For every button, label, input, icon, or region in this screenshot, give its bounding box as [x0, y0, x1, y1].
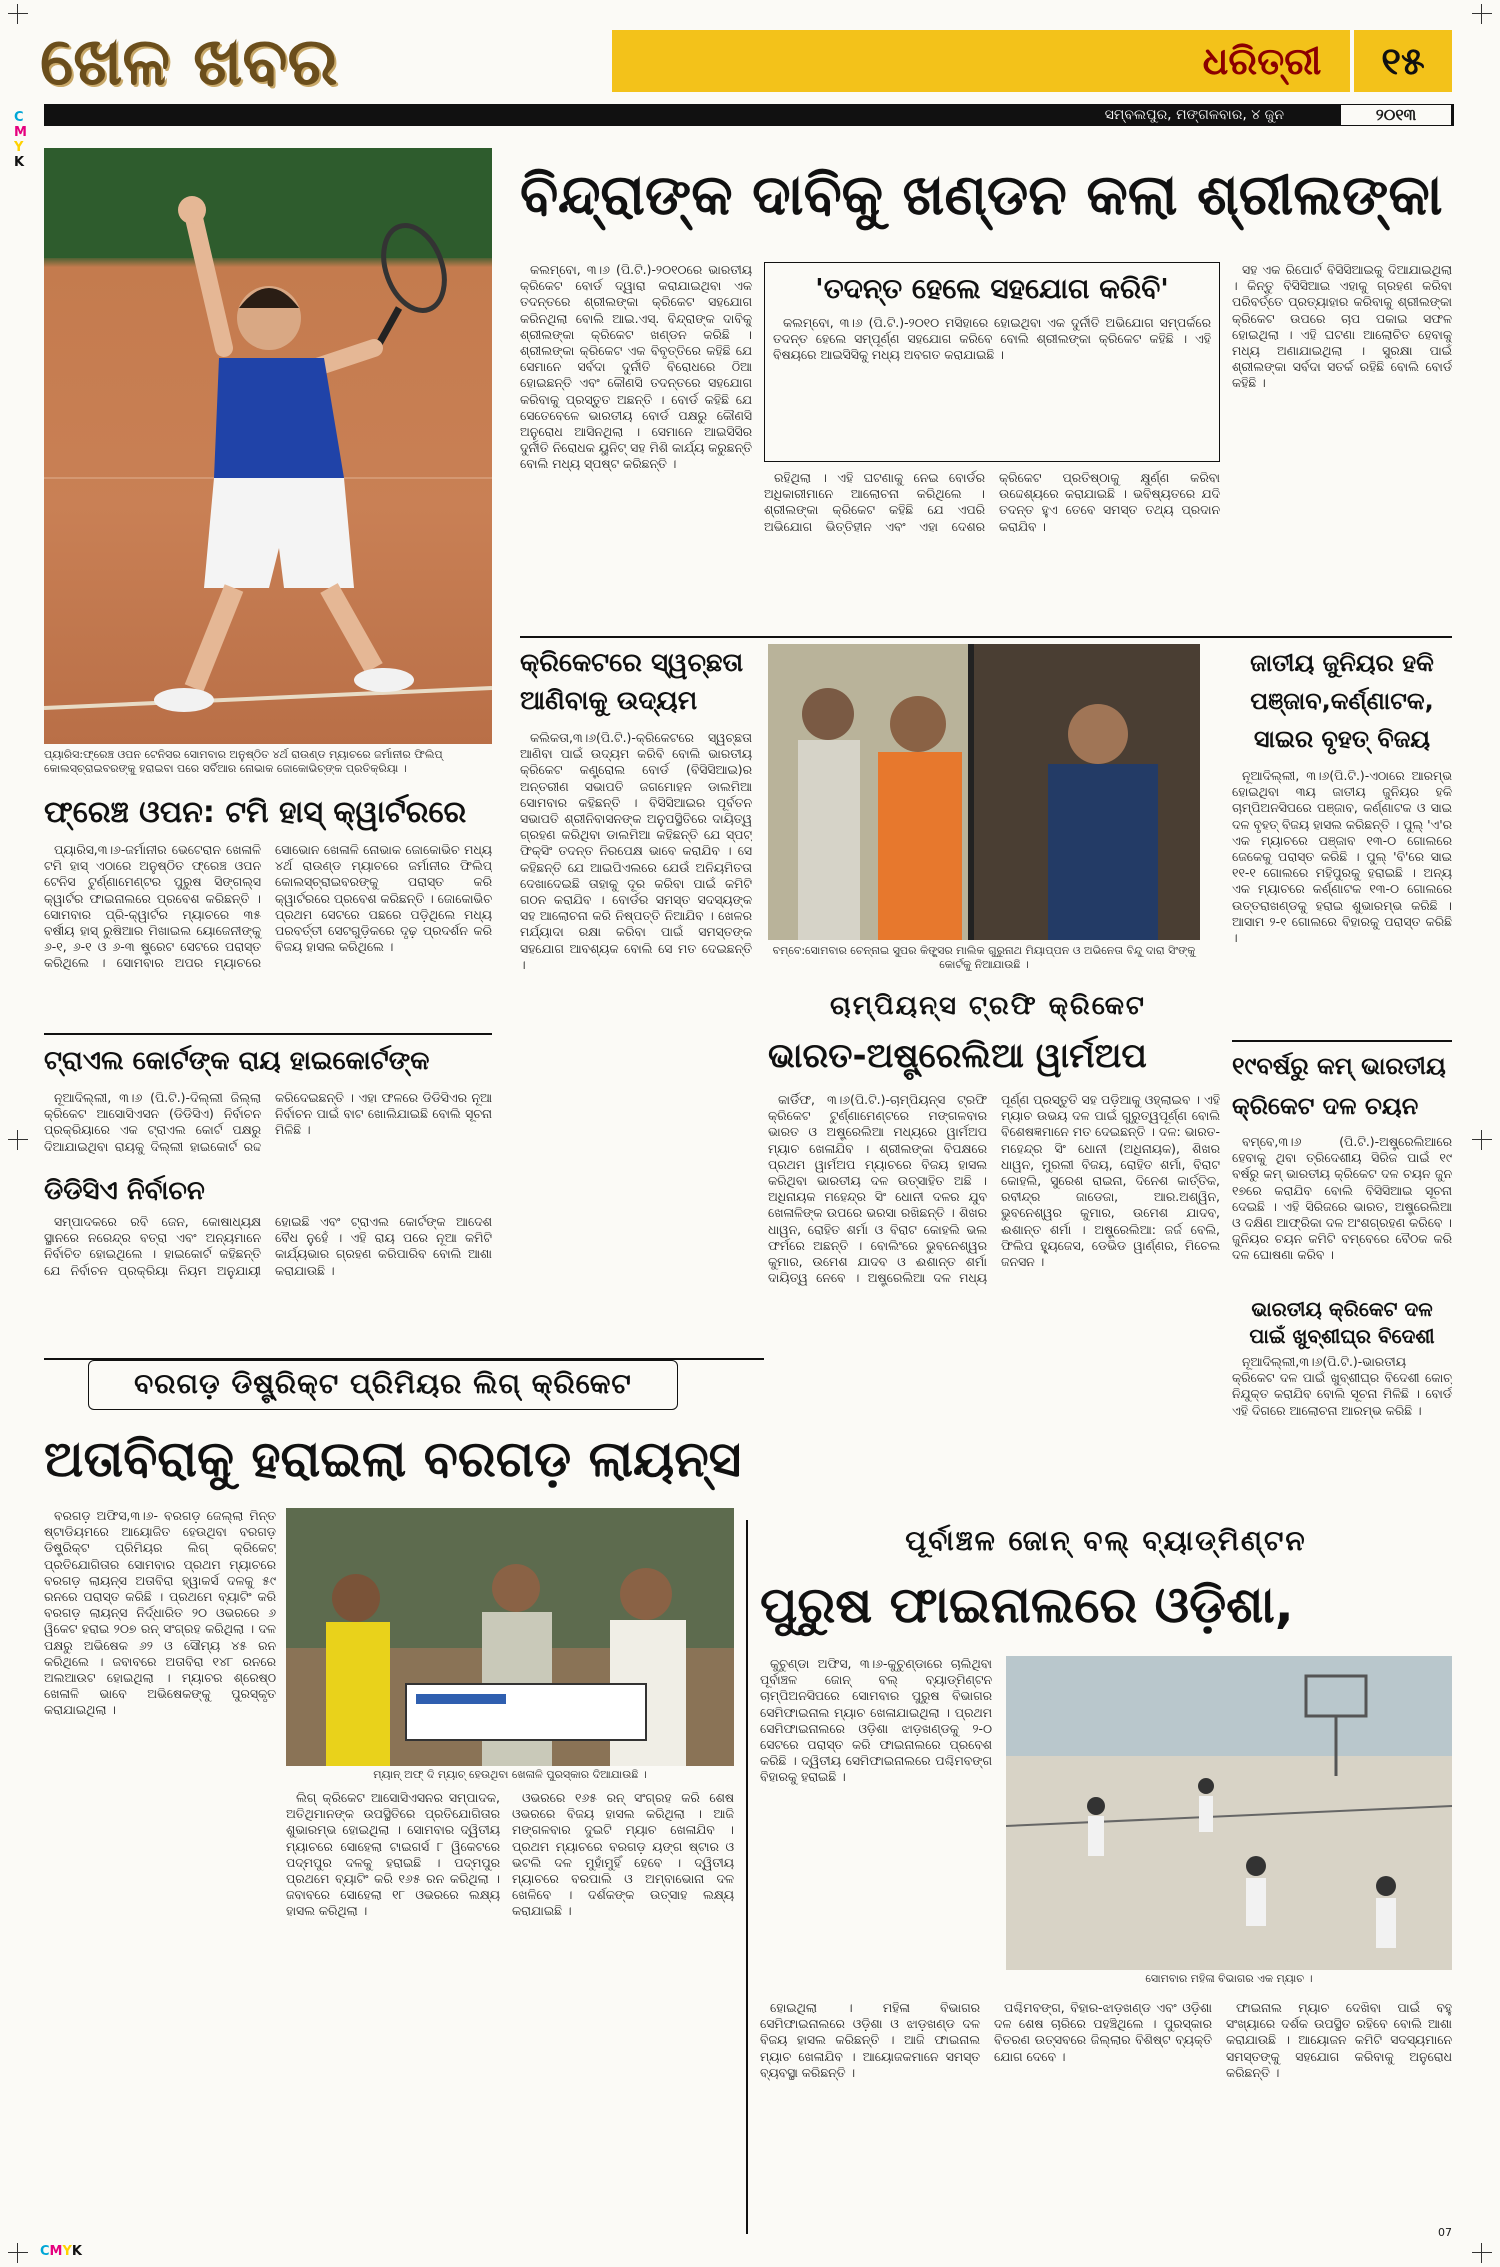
dateline-year: ୨୦୧୩: [1340, 104, 1452, 126]
badminton-match-photo: [1006, 1656, 1452, 1970]
champions-article-body: କାର୍ଡିଫ, ୩।୬(ପି.ଟି.)-ଚାମ୍ପିୟନ୍ସ ଟ୍ରଫି କ୍ରିକେଟ ଟୁର୍ଣ୍ଣାମେଣ୍ଟରେ ମଙ୍ଗଳବାର ଭାରତ ଓ ଅଷ୍ଟ୍ରେଲିଆ ମଧ୍ୟରେ ୱାର୍ମଅପ ମ୍ୟାଚ ଖେଳାଯିବ । ଶ୍ରୀଲଙ୍କା ବିପକ୍ଷରେ ପ୍ରଥମ ୱାର୍ମଅପ ମ୍ୟାଚରେ ବିଜୟ ହାସଲ କରିଥିବା ଭାରତୀୟ ଦଳ ଉତ୍ସାହିତ ଅଛି । ଅଧିନାୟକ ମହେନ୍ଦ୍ର ସିଂ ଧୋନୀ ଦଳର ଯୁବ ଖେଳାଳିଙ୍କ ଉପରେ ଭରସା ରଖିଛନ୍ତି । ଶିଖର ଧାୱନ, ରୋହିତ ଶର୍ମା ଓ ବିରାଟ କୋହଲି ଭଲ ଫର୍ମରେ ଅଛନ୍ତି । ବୋଲିଂରେ ଭୁବନେଶ୍ୱର କୁମାର, ଉମେଶ ଯାଦବ ଓ ଈଶାନ୍ତ ଶର୍ମା ଦାୟିତ୍ୱ ନେବେ । ଅଷ୍ଟ୍ରେଲିଆ ଦଳ ମଧ୍ୟ ପୂର୍ଣ୍ଣ ପ୍ରସ୍ତୁତି ସହ ପଡ଼ିଆକୁ ଓହ୍ଲାଇବ । ଏହି ମ୍ୟାଚ ଉଭୟ ଦଳ ପାଇଁ ଗୁରୁତ୍ୱପୂର୍ଣ୍ଣ ବୋଲି ବିଶେଷଜ୍ଞମାନେ ମତ ଦେଇଛନ୍ତି । ଦଳ: ଭାରତ-ମହେନ୍ଦ୍ର ସିଂ ଧୋନୀ (ଅଧିନାୟକ), ଶିଖର ଧାୱନ, ମୁରଲୀ ବିଜୟ, ରୋହିତ ଶର୍ମା, ବିରାଟ କୋହଲି, ସୁରେଶ ରାଇନା, ଦିନେଶ କାର୍ତ୍ତିକ, ରବୀନ୍ଦ୍ର ଜାଡେଜା, ଆର.ଅଶ୍ୱିନ, ଭୁବନେଶ୍ୱର କୁମାର, ଉମେଶ ଯାଦବ, ଈଶାନ୍ତ ଶର୍ମା । ଅଷ୍ଟ୍ରେଲିଆ: ଜର୍ଜ ବେଲି, ଫିଲିପ ହ୍ୟୁଜେସ, ଡେଭିଡ ୱାର୍ଣ୍ଣର, ମିଚେଲ ଜନସନ ।: [768, 1092, 1220, 1286]
bargarh-article-col3: ଓଭରରେ ୧୬୫ ରନ୍ ସଂଗ୍ରହ କରି ଶେଷ ଓଭରରେ ବିଜୟ ହାସଲ କରିଥିଲା । ଆଜି ମଙ୍ଗଳବାର ଦୁଇଟି ମ୍ୟାଚ ଖେଳାଯିବ । ପ୍ରଥମ ମ୍ୟାଚରେ ବରଗଡ଼ ୟଙ୍ଗ ଷ୍ଟାର ଓ ଭଟଲି ଦଳ ମୁହାଁମୁହିଁ ହେବେ । ଦ୍ୱିତୀୟ ମ୍ୟାଚରେ ବରପାଲି ଓ ଅମ୍ବାଭୋନା ଦଳ ଖେଳିବେ । ଦର୍ଶକଙ୍କ ଉତ୍ସାହ ଲକ୍ଷ୍ୟ କରାଯାଇଛି ।: [512, 1790, 734, 1919]
trial-court-headline: ଟ୍ରାଏଲ କୋର୍ଟଙ୍କ ରାୟ ହାଇକୋର୍ଟଙ୍କ: [44, 1046, 430, 1076]
u19-body: ବମ୍ବେ,୩।୬ (ପି.ଟି.)-ଅଷ୍ଟ୍ରେଲିଆରେ ହେବାକୁ ଥିବା ତ୍ରିଦେଶୀୟ ସିରିଜ ପାଇଁ ୧୯ ବର୍ଷରୁ କମ୍ ଭାରତୀୟ କ୍ରିକେଟ ଦଳ ଚୟନ ଜୁନ ୧୭ରେ କରାଯିବ ବୋଲି ବିସିସିଆଇ ସୂଚନା ଦେଇଛି । ଏହି ସିରିଜରେ ଭାରତ, ଅଷ୍ଟ୍ରେଲିଆ ଓ ଦକ୍ଷିଣ ଆଫ୍ରିକା ଦଳ ଅଂଶଗ୍ରହଣ କରିବେ । ଜୁନିୟର ଚୟନ କମିଟି ବମ୍ବେରେ ବୈଠକ କରି ଦଳ ଘୋଷଣା କରିବ ।: [1232, 1134, 1452, 1263]
badminton-headline: ପୁରୁଷ ଫାଇନାଲରେ ଓଡ଼ିଶା,: [760, 1576, 1294, 1634]
tennis-headline: ଫ୍ରେଞ୍ଚ ଓପନ: ଟମି ହାସ୍ କ୍ୱାର୍ଟରରେ: [44, 795, 467, 830]
tennis-photo-caption: ପ୍ୟାରିସ:ଫ୍ରେଞ୍ଚ ଓପନ ଟେନିସର ସୋମବାର ଅନୁଷ୍ଠିତ ୪ର୍ଥ ରାଉଣ୍ଡ ମ୍ୟାଚରେ ଜର୍ମାନୀର ଫିଲିପ୍ କୋଲସ୍ଚ୍ରାଇବରଙ୍କୁ ହରାଇବା ପରେ ସର୍ବିଆର ନୋଭାକ ଜୋକୋଭିଚ୍‌ଙ୍କ ପ୍ରତିକ୍ରିୟା ।: [44, 748, 443, 775]
court-photo-caption: ବମ୍ବେ:ସୋମବାର ଚେନ୍ନାଇ ସୁପର କିଙ୍ଗ୍ସର ମାଲିକ ଗୁରୁନାଥ ମିୟାପ୍ପନ ଓ ଅଭିନେତା ବିନ୍ଦୁ ଦାରା ସିଂଙ୍କୁ କୋର୍ଟକୁ ନିଆଯାଉଛି ।: [772, 944, 1196, 971]
bargarh-kicker: ବରଗଡ଼ ଡିଷ୍ଟ୍ରିକ୍ଟ ପ୍ରିମିୟର ଲିଗ୍ କ୍ରିକେଟ: [134, 1367, 632, 1400]
bindra-article-col1: କଲମ୍ବୋ, ୩।୬ (ପି.ଟି.)-୨୦୧୦ରେ ଭାରତୀୟ କ୍ରିକେଟ ବୋର୍ଡ ଦ୍ୱାରା କରାଯାଇଥିବା ଏକ ତଦନ୍ତରେ ଶ୍ରୀଲଙ୍କା କ୍ରିକେଟ ସହଯୋଗ କରିନଥିଲା ବୋଲି ଆଇ.ଏସ୍. ବିନ୍ଦ୍ରାଙ୍କ ଦାବିକୁ ଶ୍ରୀଲଙ୍କା କ୍ରିକେଟ ଖଣ୍ଡନ କରିଛି । ଶ୍ରୀଲଙ୍କା କ୍ରିକେଟ ଏକ ବିବୃତ୍ତିରେ କହିଛି ଯେ ସେମାନେ ସର୍ବଦା ଦୁର୍ନୀତି ବିରୋଧରେ ଠିଆ ହୋଇଛନ୍ତି ଏବଂ କୌଣସି ତଦନ୍ତରେ ସହଯୋଗ କରିବାକୁ ପ୍ରସ୍ତୁତ ଅଛନ୍ତି । ବୋର୍ଡ କହିଛି ଯେ ସେତେବେଳେ ଭାରତୀୟ ବୋର୍ଡ ପକ୍ଷରୁ କୌଣସି ଅନୁରୋଧ ଆସିନଥିଲା । ସେମାନେ ଆଇସିସିର ଦୁର୍ନୀତି ନିରୋଧକ ୟୁନିଟ୍ ସହ ମିଶି କାର୍ଯ୍ୟ କରୁଛନ୍ତି ବୋଲି ମଧ୍ୟ ସ୍ପଷ୍ଟ କରିଛନ୍ତି ।: [520, 262, 752, 472]
court-photo-illustration: [768, 644, 1200, 940]
badminton-photo-caption: ସୋମବାର ମହିଳା ବିଭାଗର ଏକ ମ୍ୟାଚ ।: [1145, 1972, 1313, 1985]
dalmiya-headline: କ୍ରିକେଟରେ ସ୍ୱଚ୍ଛତା ଆଣିବାକୁ ଉଦ୍ୟମ: [520, 648, 744, 716]
dalmiya-article-body: କଲିକତା,୩।୬(ପି.ଟି.)-କ୍ରିକେଟରେ ସ୍ୱଚ୍ଛତା ଆଣିବା ପାଇଁ ଉଦ୍ୟମ କରିବି ବୋଲି ଭାରତୀୟ କ୍ରିକେଟ କଣ୍ଟ୍ରୋଲ ବୋର୍ଡ (ବିସିସିଆଇ)ର ଅନ୍ତରୀଣ ସଭାପତି ଜଗମୋହନ ଡାଲମିଆ ସୋମବାର କହିଛନ୍ତି । ବିସିସିଆଇର ପୂର୍ବତନ ସଭାପତି ଶ୍ରୀନିବାସନଙ୍କ ଅନୁପସ୍ଥିତିରେ ଦାୟିତ୍ୱ ଗ୍ରହଣ କରିଥିବା ଡାଲମିଆ କହିଛନ୍ତି ଯେ ସ୍ପଟ୍ ଫିକ୍ସିଂ ତଦନ୍ତ ନିରପେକ୍ଷ ଭାବେ କରାଯିବ । ସେ କହିଛନ୍ତି ଯେ ଆଇପିଏଲରେ ଯେଉଁ ଅନିୟମିତତା ଦେଖାଦେଇଛି ତାହାକୁ ଦୂର କରିବା ପାଇଁ କମିଟି ଗଠନ କରାଯିବ । ବୋର୍ଡର ସମସ୍ତ ସଦସ୍ୟଙ୍କ ସହ ଆଲୋଚନା କରି ନିଷ୍ପତ୍ତି ନିଆଯିବ । ଖେଳର ମର୍ଯ୍ୟାଦା ରକ୍ଷା କରିବା ପାଇଁ ସମସ୍ତଙ୍କ ସହଯୋଗ ଆବଶ୍ୟକ ବୋଲି ସେ ମତ ଦେଇଛନ୍ତି ।: [520, 730, 752, 972]
section-masthead: ଖେଳ ଖବର: [40, 22, 338, 100]
champions-headline: ଭାରତ-ଅଷ୍ଟ୍ରେଲିଆ ୱାର୍ମଅପ: [768, 1036, 1147, 1076]
bargarh-award-photo: [286, 1508, 734, 1766]
registration-mark-bottom-right: [1472, 2243, 1492, 2263]
tennis-player-photo: [44, 148, 492, 744]
badminton-article-col1: କୁଚୁଣ୍ଡା ଅଫିସ, ୩।୬-କୁଚୁଣ୍ଡାରେ ଚାଲିଥିବା ପୂର୍ବାଞ୍ଚଳ ଜୋନ୍ ବଲ୍ ବ୍ୟାଡ୍‌ମିଣ୍ଟନ ଚାମ୍ପିଅନସିପରେ ସୋମବାର ପୁରୁଷ ବିଭାଗର ସେମିଫାଇନାଲ ମ୍ୟାଚ ଖେଳାଯାଇଥିଲା । ପ୍ରଥମ ସେମିଫାଇନାଲରେ ଓଡ଼ିଶା ଝାଡ଼ଖଣ୍ଡକୁ ୨-୦ ସେଟରେ ପରାସ୍ତ କରି ଫାଇନାଲରେ ପ୍ରବେଶ କରିଛି । ଦ୍ୱିତୀୟ ସେମିଫାଇନାଲରେ ପଶ୍ଚିମବଙ୍ଗ ବିହାରକୁ ହରାଇଛି ।: [760, 1656, 992, 1785]
badminton-article-col2: ହୋଇଥିଲା । ମହିଳା ବିଭାଗର ସେମିଫାଇନାଲରେ ଓଡ଼ିଶା ଓ ଝାଡ଼ଖଣ୍ଡ ଦଳ ବିଜୟ ହାସଲ କରିଛନ୍ତି । ଆଜି ଫାଇନାଲ ମ୍ୟାଚ ଖେଳାଯିବ । ଆୟୋଜକମାନେ ସମସ୍ତ ବ୍ୟବସ୍ଥା କରିଛନ୍ତି ।: [760, 2000, 980, 2080]
tennis-article-body: ପ୍ୟାରିସ,୩।୬-ଜର୍ମାନୀର ଭେଟେରାନ ଖେଳାଳି ଟମି ହାସ୍ ଏଠାରେ ଅନୁଷ୍ଠିତ ଫ୍ରେଞ୍ଚ ଓପନ ଟେନିସ ଟୁର୍ଣ୍ଣାମେଣ୍ଟର ପୁରୁଷ ସିଙ୍ଗଲ୍ସ କ୍ୱାର୍ଟର ଫାଇନାଲରେ ପ୍ରବେଶ କରିଛନ୍ତି । ସୋମବାର ପ୍ରି-କ୍ୱାର୍ଟର ମ୍ୟାଚରେ ୩୫ ବର୍ଷୀୟ ହାସ୍ ରୁଷିଆର ମିଖାଇଲ ୟୋଜେନୀଙ୍କୁ ୬-୧, ୬-୧ ଓ ୬-୩ ଷ୍ଟ୍ରେଟ ସେଟରେ ପରାସ୍ତ କରିଥିଲେ । ସୋମବାର ଅପର ମ୍ୟାଚରେ ସୋଭୋନ ଖେଳାଳି ନୋଭାକ ଜୋକୋଭିଚ ମଧ୍ୟ ୪ର୍ଥ ରାଉଣ୍ଡ ମ୍ୟାଚରେ ଜର୍ମାନୀର ଫିଲିପ୍ କୋଲସ୍ଚ୍ରାଇବରଙ୍କୁ ପରାସ୍ତ କରି କ୍ୱାର୍ଟରରେ ପ୍ରବେଶ କରିଛନ୍ତି । ଜୋକୋଭିଚ ପ୍ରଥମ ସେଟରେ ପଛରେ ପଡ଼ିଥିଲେ ମଧ୍ୟ ପରବର୍ତ୍ତୀ ସେଟଗୁଡ଼ିକରେ ଦୃଢ଼ ପ୍ରଦର୍ଶନ କରି ବିଜୟ ହାସଲ କରିଥିଲେ ।: [44, 842, 492, 971]
registration-mark-mid-left: [8, 1130, 28, 1150]
bargarh-kicker-box: [88, 1360, 678, 1410]
bindra-article-col3: ସହ ଏକ ରିପୋର୍ଟ ବିସିସିଆଇକୁ ଦିଆଯାଇଥିଲା । କିନ୍ତୁ ବିସିସିଆଇ ଏହାକୁ ଗ୍ରହଣ କରିବା ପରିବର୍ତ୍ତେ ପ୍ରତ୍ୟାହାର କରିବାକୁ ଶ୍ରୀଲଙ୍କା କ୍ରିକେଟ ଉପରେ ଚାପ ପକାଇ ସଫଳ ହୋଇଥିଲା । ଏହି ଘଟଣା ଆଲୋଚିତ ହେବାକୁ ମଧ୍ୟ ଅଣାଯାଇଥିଲା । ସୁରକ୍ଷା ପାଇଁ ଶ୍ରୀଲଙ୍କା ସର୍ବଦା ସତର୍କ ରହିଛି ବୋଲି ବୋର୍ଡ କହିଛି ।: [1232, 262, 1452, 391]
bargarh-headline: ଅତାବିରାକୁ ହରାଇଲା ବରଗଡ଼ ଲାୟନ୍ସ: [44, 1430, 742, 1488]
bargarh-photo-caption: ମ୍ୟାନ୍ ଅଫ୍ ଦି ମ୍ୟାଚ୍ ହେଉଥିବା ଖେଳାଳି ପୁରସ୍କାର ଦିଆଯାଉଛି ।: [373, 1768, 647, 1781]
bindra-headline: ବିନ୍ଦ୍ରାଙ୍କ ଦାବିକୁ ଖଣ୍ଡନ କଲା ଶ୍ରୀଲଙ୍କା: [520, 163, 1443, 228]
bindra-article-col2: ରହିଥିଲା । ଏହି ଘଟଣାକୁ ନେଇ ବୋର୍ଡର ଅଧିକାରୀମାନେ ଆଲୋଚନା କରିଥିଲେ । ଶ୍ରୀଲଙ୍କା କ୍ରିକେଟ କହିଛି ଯେ ଏପରି ଅଭିଯୋଗ ଭିତ୍ତିହୀନ ଏବଂ ଏହା ଦେଶର କ୍ରିକେଟ ପ୍ରତିଷ୍ଠାକୁ କ୍ଷୁର୍ଣ୍ଣ କରିବା ଉଦ୍ଦେଶ୍ୟରେ କରାଯାଇଛି । ଭବିଷ୍ୟତରେ ଯଦି ତଦନ୍ତ ହୁଏ ତେବେ ସମସ୍ତ ତଥ୍ୟ ପ୍ରଦାନ କରାଯିବ ।: [764, 470, 1220, 534]
cmyk-color-bar-bottom: CMYK: [40, 2244, 82, 2259]
foreign-coach-subhead: ଭାରତୀୟ କ୍ରିକେଟ ଦଳ ପାଇଁ ଖୁବ୍‌ଶୀଘ୍ର ବିଦେଶୀ: [1249, 1297, 1435, 1348]
bargarh-award-illustration: [286, 1508, 734, 1766]
trial-court-body: ନୂଆଦିଲ୍ଲୀ, ୩।୬ (ପି.ଟି.)-ଦିଲ୍ଲୀ ଜିଲ୍ଲା କ୍ରିକେଟ ଆସୋସିଏସନ (ଡିଡିସିଏ) ନିର୍ବାଚନ ପ୍ରକ୍ରିୟାରେ ଏକ ଟ୍ରାଏଲ କୋର୍ଟ ପକ୍ଷରୁ ଦିଆଯାଇଥିବା ରାୟକୁ ଦିଲ୍ଲୀ ହାଇକୋର୍ଟ ରଦ୍ଦ କରିଦେଇଛନ୍ତି । ଏହା ଫଳରେ ଡିଡିସିଏର ନୂଆ ନିର୍ବାଚନ ପାଇଁ ବାଟ ଖୋଲିଯାଇଛି ବୋଲି ସୂଚନା ମିଳିଛି ।: [44, 1090, 492, 1154]
page-folio: 07: [1438, 2226, 1452, 2239]
page-number: ୧୫: [1381, 38, 1425, 83]
publication-name: ଧରିତ୍ରୀ: [1202, 38, 1322, 83]
champions-kicker: ଚାମ୍ପିୟନ୍ସ ଟ୍ରଫି କ୍ରିକେଟ: [830, 991, 1146, 1021]
junior-hockey-headline: ଜାତୀୟ ଜୁନିୟର ହକି ପଞ୍ଜାବ,କର୍ଣ୍ଣାଟକ, ସାଇର ବୃହତ୍ ବିଜୟ: [1250, 649, 1434, 753]
cmyk-color-bar-top: C M Y K: [14, 110, 27, 170]
badminton-article-col3: ପଶ୍ଚିମବଙ୍ଗ, ବିହାର-ଝାଡ଼ଖଣ୍ଡ ଏବଂ ଓଡ଼ିଶା ଦଳ ଶେଷ ଚାରିରେ ପହଞ୍ଚିଥିଲେ । ପୁରସ୍କାର ବିତରଣ ଉତ୍ସବରେ ଜିଲ୍ଲାର ବିଶିଷ୍ଟ ବ୍ୟକ୍ତି ଯୋଗ ଦେବେ ।: [994, 2000, 1212, 2064]
bindra-quote-body: କଲମ୍ବୋ, ୩।୬ (ପି.ଟି.)-୨୦୧୦ ମସିହାରେ ହୋଇଥିବା ଏକ ଦୁର୍ନୀତି ଅଭିଯୋଗ ସମ୍ପର୍କରେ ତଦନ୍ତ ହେଲେ ସମ୍ପୂର୍ଣ୍ଣ ସହଯୋଗ କରିବେ ବୋଲି ଶ୍ରୀଲଙ୍କା କ୍ରିକେଟ କହିଛି । ଏହି ବିଷୟରେ ଆଇସିସିକୁ ମଧ୍ୟ ଅବଗତ କରାଯାଇଛି ।: [773, 315, 1211, 363]
bargarh-article-col2: ଲିଗ୍ କ୍ରିକେଟ ଆସୋସିଏସନର ସମ୍ପାଦକ, ଅତିଥିମାନଙ୍କ ଉପସ୍ଥିତିରେ ପ୍ରତିଯୋଗିତାର ଶୁଭାରମ୍ଭ ହୋଇଥିଲା । ସୋମବାର ଦ୍ୱିତୀୟ ମ୍ୟାଚରେ ସୋହେଲା ଟାଇଗର୍ସ ୮ ୱିକେଟରେ ପଦ୍ମପୁର ଦଳକୁ ହରାଇଛି । ପଦ୍ମପୁର ପ୍ରଥମେ ବ୍ୟାଟିଂ କରି ୧୬୫ ରନ କରିଥିଲା । ଜବାବରେ ସୋହେଲା ୧୮ ଓଭରରେ ଲକ୍ଷ୍ୟ ହାସଲ କରିଥିଲା ।: [286, 1790, 500, 1919]
u19-headline: ୧୯ବର୍ଷରୁ କମ୍ ଭାରତୀୟ କ୍ରିକେଟ ଦଳ ଚୟନ: [1232, 1052, 1446, 1120]
badminton-kicker: ପୂର୍ବାଞ୍ଚଳ ଜୋନ୍ ବଲ୍ ବ୍ୟାଡ୍‌ମିଣ୍ଟନ: [905, 1524, 1307, 1557]
court-photo: [768, 644, 1200, 940]
foreign-coach-body: ନୂଆଦିଲ୍ଲୀ,୩।୬(ପି.ଟି.)-ଭାରତୀୟ କ୍ରିକେଟ ଦଳ ପାଇଁ ଖୁବ୍‌ଶୀଘ୍ର ବିଦେଶୀ କୋଚ୍ ନିଯୁକ୍ତ କରାଯିବ ବୋଲି ସୂଚନା ମିଳିଛି । ବୋର୍ଡ ଏହି ଦିଗରେ ଆଲୋଚନା ଆରମ୍ଭ କରିଛି ।: [1232, 1354, 1452, 1418]
badminton-match-illustration: [1006, 1656, 1452, 1970]
junior-hockey-body: ନୂଆଦିଲ୍ଲୀ, ୩।୬(ପି.ଟି.)-ଏଠାରେ ଆରମ୍ଭ ହୋଇଥିବା ୩ୟ ଜାତୀୟ ଜୁନିୟର ହକି ଚାମ୍ପିଅନସିପରେ ପଞ୍ଜାବ, କର୍ଣ୍ଣାଟକ ଓ ସାଇ ଦଳ ବୃହତ୍ ବିଜୟ ହାସଲ କରିଛନ୍ତି । ପୁଲ୍ 'ଏ'ର ଏକ ମ୍ୟାଚରେ ପଞ୍ଜାବ ୧୩-୦ ଗୋଲରେ ଜେକେକୁ ପରାସ୍ତ କରିଛି । ପୁଲ୍ 'ବି'ରେ ସାଇ ୧୧-୧ ଗୋଲରେ ମହିପୁରକୁ ହରାଇଛି । ଅନ୍ୟ ଏକ ମ୍ୟାଚରେ କର୍ଣ୍ଣାଟକ ୧୩-୦ ଗୋଲରେ ଉତ୍ତରାଖଣ୍ଡକୁ ହରାଇ ଶୁଭାରମ୍ଭ କରିଛି । ଆସାମ ୨-୧ ଗୋଲରେ ବିହାରକୁ ପରାସ୍ତ କରିଛି ।: [1232, 768, 1452, 946]
registration-mark-mid-right: [1472, 1130, 1492, 1150]
dateline: ସମ୍ବଲପୁର, ମଙ୍ଗଳବାର, ୪ ଜୁନ: [1104, 107, 1284, 123]
registration-mark-top-left: [8, 4, 28, 24]
registration-mark-top-right: [1472, 4, 1492, 24]
ddca-election-body: ସମ୍ପାଦକରେ ରବି ଜେନ, କୋଷାଧ୍ୟକ୍ଷ ସ୍ଥାନରେ ନରେନ୍ଦ୍ର ବତ୍ରା ଏବଂ ଅନ୍ୟମାନେ ନିର୍ବାଚିତ ହୋଇଥିଲେ । ହାଇକୋର୍ଟ କହିଛନ୍ତି ଯେ ନିର୍ବାଚନ ପ୍ରକ୍ରିୟା ନିୟମ ଅନୁଯାୟୀ ହୋଇଛି ଏବଂ ଟ୍ରାଏଲ କୋର୍ଟଙ୍କ ଆଦେଶ ବୈଧ ନୁହେଁ । ଏହି ରାୟ ପରେ ନୂଆ କମିଟି କାର୍ଯ୍ୟଭାର ଗ୍ରହଣ କରିପାରିବ ବୋଲି ଆଶା କରାଯାଉଛି ।: [44, 1214, 492, 1278]
ddca-election-subhead: ଡିଡିସିଏ ନିର୍ବାଚନ: [44, 1176, 205, 1206]
masthead-yellow-band: [612, 30, 1452, 92]
tennis-player-illustration: [44, 148, 492, 744]
bargarh-article-col1: ବରଗଡ଼ ଅଫିସ,୩।୬- ବରଗଡ଼ ଜେଲ୍ଲା ମିନ୍ତ ଷ୍ଟାଡିୟମରେ ଆୟୋଜିତ ହେଉଥିବା ବରଗଡ଼ ଡିଷ୍ଟ୍ରିକ୍ଟ ପ୍ରିମିୟର ଲିଗ୍ କ୍ରିକେଟ୍ ପ୍ରତିଯୋଗିତାର ସୋମବାର ପ୍ରଥମ ମ୍ୟାଚରେ ବରଗଡ଼ ଲାୟନ୍ସ ଅତାବିରା ହ୍ୱାକର୍ସ ଦଳକୁ ୫୯ ରନରେ ପରାସ୍ତ କରିଛି । ପ୍ରଥମେ ବ୍ୟାଟିଂ କରି ବରଗଡ଼ ଲାୟନ୍ସ ନିର୍ଦ୍ଧାରିତ ୨୦ ଓଭରରେ ୬ ୱିକେଟ ହରାଇ ୨୦୭ ରନ୍ ସଂଗ୍ରହ କରିଥିଲା । ଦଳ ପକ୍ଷରୁ ଅଭିଷେକ ୬୨ ଓ ସୌମ୍ୟ ୪୫ ରନ କରିଥିଲେ । ଜବାବରେ ଅତାବିରା ୧୪୮ ରନରେ ଅଲଆଉଟ ହୋଇଥିଲା । ମ୍ୟାଚର ଶ୍ରେଷ୍ଠ ଖେଳାଳି ଭାବେ ଅଭିଷେକଙ୍କୁ ପୁରସ୍କୃତ କରାଯାଇଥିଲା ।: [44, 1508, 276, 1718]
badminton-article-col4: ଫାଇନାଲ ମ୍ୟାଚ ଦେଖିବା ପାଇଁ ବହୁ ସଂଖ୍ୟାରେ ଦର୍ଶକ ଉପସ୍ଥିତ ରହିବେ ବୋଲି ଆଶା କରାଯାଉଛି । ଆୟୋଜନ କମିଟି ସଦସ୍ୟମାନେ ସମସ୍ତଙ୍କୁ ସହଯୋଗ କରିବାକୁ ଅନୁରୋଧ କରିଛନ୍ତି ।: [1226, 2000, 1452, 2080]
bindra-quote-box: [764, 262, 1220, 462]
dateline-bar: [44, 104, 1454, 126]
bindra-quote-title: 'ତଦନ୍ତ ହେଲେ ସହଯୋଗ କରିବି': [815, 272, 1169, 305]
registration-mark-bottom-left: [8, 2243, 28, 2263]
